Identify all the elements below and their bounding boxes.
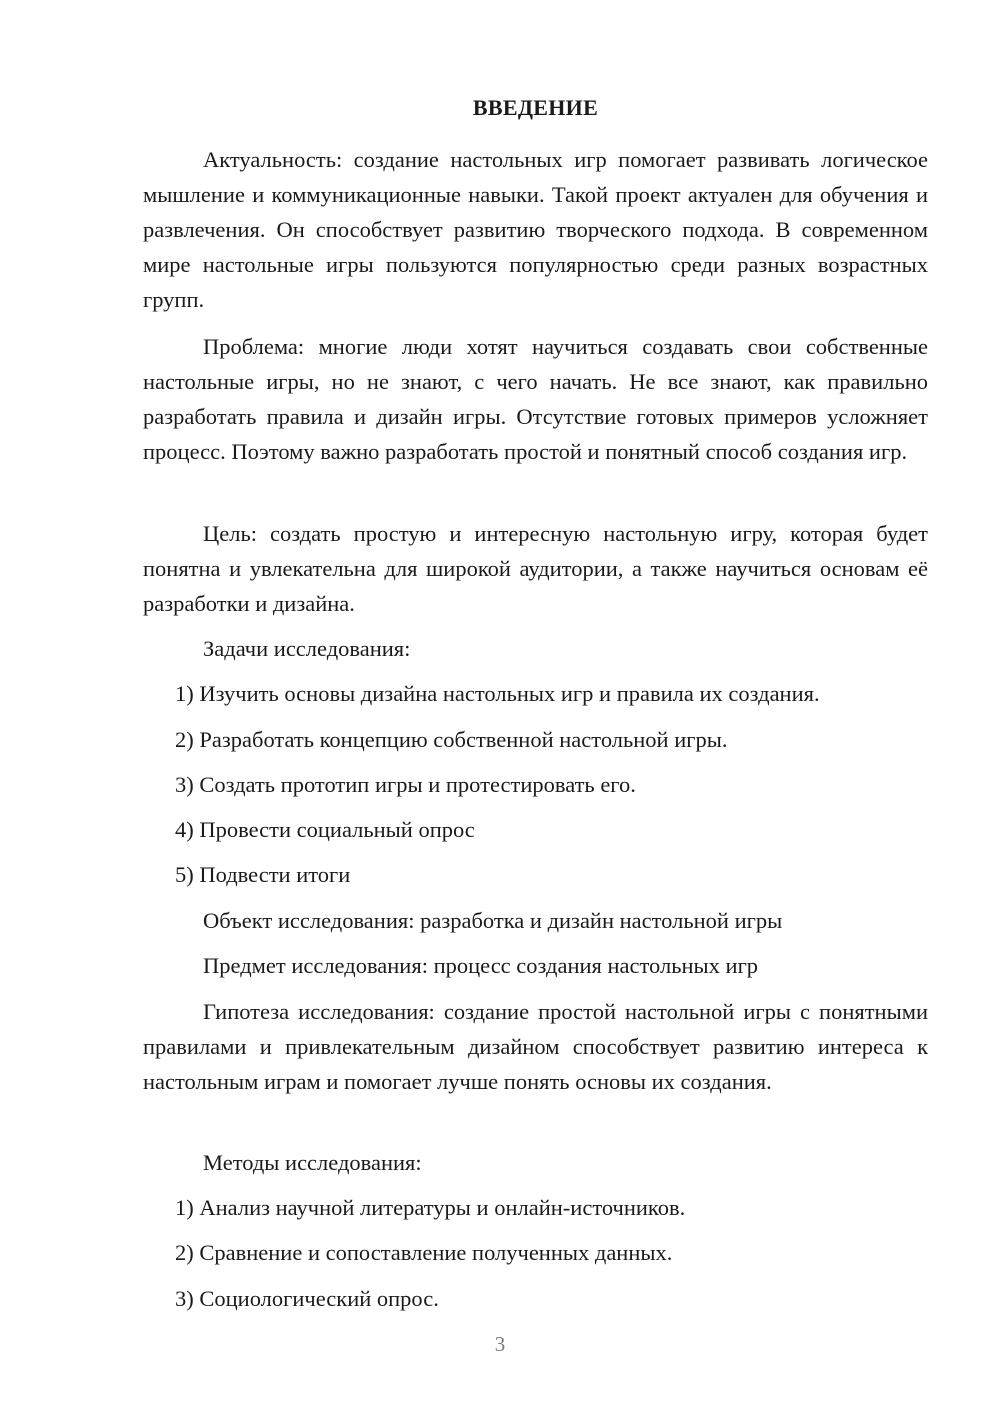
page-title: ВВЕДЕНИЕ (472, 95, 599, 120)
object-statement: Объект исследования: разработка и дизайн настольной игры (203, 908, 783, 933)
task-item: 5) Подвести итоги (175, 862, 351, 887)
method-item: 3) Социологический опрос. (175, 1286, 439, 1311)
task-item: 4) Провести социальный опрос (175, 817, 475, 842)
method-item: 1) Анализ научной литературы и онлайн-источников. (175, 1195, 686, 1220)
methods-heading: Методы исследования: (203, 1150, 422, 1175)
task-item: 3) Создать прототип игры и протестировать его. (175, 772, 636, 797)
problem-paragraph: Проблема: многие люди хотят научиться создавать свои собственные настольные игры, но не знают, с чего начать. Не все знают, как правильно разработать правила и дизайн игры. Отсутствие готовых примеров усложняет процесс. Поэтому важно разработать простой и понятный способ создания игр. (143, 334, 928, 464)
task-item: 1) Изучить основы дизайна настольных игр и правила их создания. (175, 681, 820, 706)
task-item: 2) Разработать концепцию собственной настольной игры. (175, 727, 728, 752)
relevance-paragraph: Актуальность: создание настольных игр помогает развивать логическое мышление и коммуникационные навыки. Такой проект актуален для обучения и развлечения. Он способствует развитию творческого подхода. В современном мире настольные игры пользуются популярностью среди разных возрастных групп. (143, 147, 928, 312)
method-item: 2) Сравнение и сопоставление полученных данных. (175, 1240, 673, 1265)
subject-statement: Предмет исследования: процесс создания настольных игр (203, 953, 759, 978)
hypothesis-paragraph: Гипотеза исследования: создание простой настольной игры с понятными правилами и привлекательным дизайном способствует развитию интереса к настольным играм и помогает лучше понять основы их создания. (143, 999, 928, 1094)
page-number: 3 (494, 1332, 506, 1356)
tasks-heading: Задачи исследования: (203, 636, 411, 661)
goal-paragraph: Цель: создать простую и интересную настольную игру, которая будет понятна и увлекательна для широкой аудитории, а также научиться основам её разработки и дизайна. (143, 521, 928, 616)
